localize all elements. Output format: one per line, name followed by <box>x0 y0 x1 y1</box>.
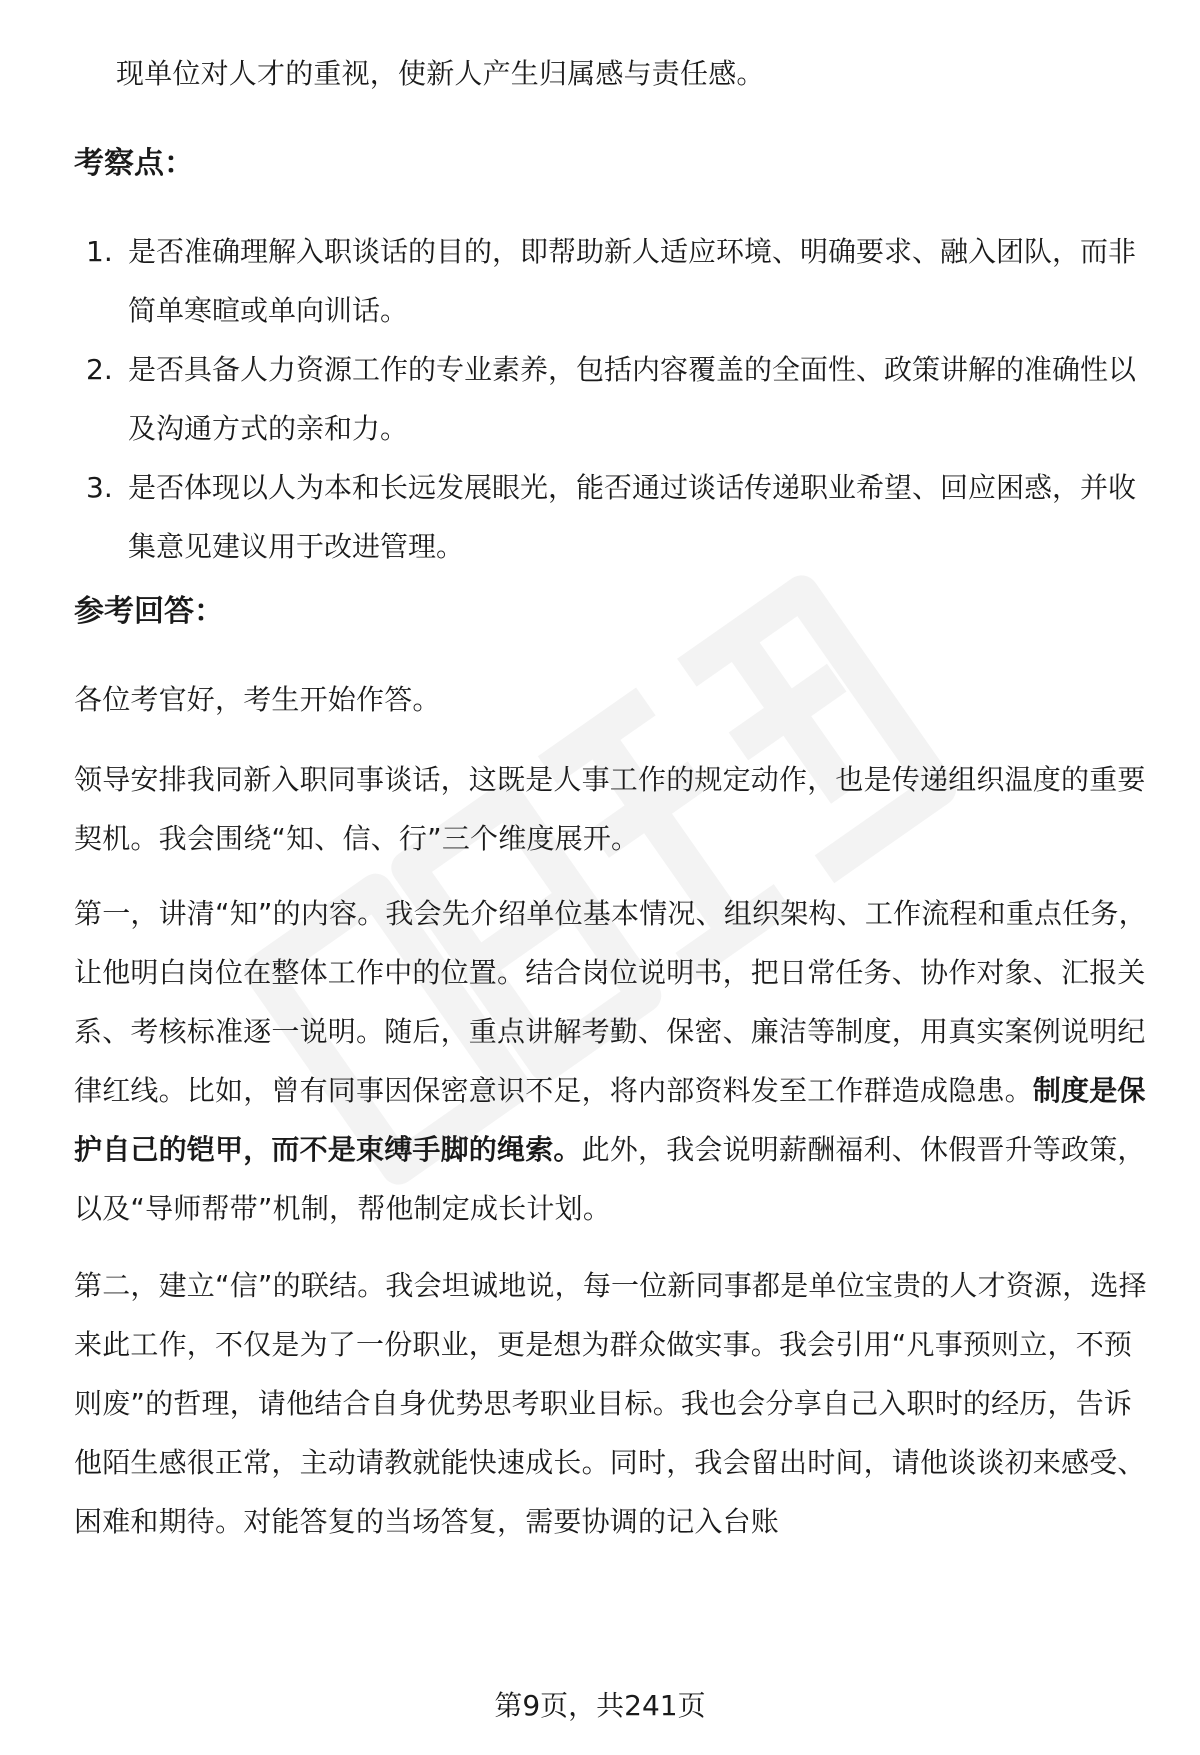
list-item-text: 是否具备人力资源工作的专业素养，包括内容覆盖的全面性、政策讲解的准确性以及沟通方式的亲和力。 <box>128 353 1137 445</box>
list-item-number: 1. <box>86 235 113 268</box>
section-heading-reference-answer: 参考回答： <box>74 594 224 629</box>
exam-points-list <box>74 222 1154 576</box>
list-item-number: 2. <box>86 353 113 386</box>
intro-paragraph: 领导安排我同新入职同事谈话，这既是人事工作的规定动作，也是传递组织温度的重要契机。我会围绕“知、信、行”三个维度展开。 <box>74 763 1146 855</box>
list-item-text: 是否体现以人为本和长远发展眼光，能否通过谈话传递职业希望、回应困惑，并收集意见建议用于改进管理。 <box>128 471 1137 563</box>
point-one-text: 第一，讲清“知”的内容。我会先介绍单位基本情况、组织架构、工作流程和重点任务，让他明白岗位在整体工作中的位置。结合岗位说明书，把日常任务、协作对象、汇报关系、考核标准逐一说明。随后，重点讲解考勤、保密、廉洁等制度，用真实案例说明纪律红线。比如，曾有同事因保密意识不足，将内部资料发至工作群造成隐患。 <box>74 897 1147 1107</box>
point-two-paragraph: 第二，建立“信”的联结。我会坦诚地说，每一位新同事都是单位宝贵的人才资源，选择来此工作，不仅是为了一份职业，更是想为群众做实事。我会引用“凡事预则立，不预则废”的哲理，请他结合自身优势思考职业目标。我也会分享自己入职时的经历，告诉他陌生感很正常，主动请教就能快速成长。同时，我会留出时间，请他谈谈初来感受、困难和期待。对能答复的当场答复，需要协调的记入台账 <box>74 1269 1147 1538</box>
list-item <box>74 458 1154 576</box>
point-one-paragraph <box>74 884 1154 1238</box>
section-heading-exam-points: 考察点： <box>74 146 194 181</box>
list-item-number: 3. <box>86 471 113 504</box>
greeting-paragraph: 各位考官好，考生开始作答。 <box>74 683 441 716</box>
list-item <box>74 222 1154 340</box>
point-one-text-continued: 此外，我会说明薪酬福利、休假晋升等政策，以及“导师帮带”机制，帮他制定成长计划。 <box>74 1133 1146 1225</box>
point-one-emphasis: 制度是保护自己的铠甲，而不是束缚手脚的绳索。 <box>74 1074 1146 1166</box>
list-item <box>74 340 1154 458</box>
list-item-text: 是否准确理解入职谈话的目的，即帮助新人适应环境、明确要求、融入团队，而非简单寒暄或单向训话。 <box>128 235 1137 327</box>
top-line: 现单位对人才的重视，使新人产生归属感与责任感。 <box>116 57 765 90</box>
page-number-footer: 第9页，共241页 <box>494 1689 706 1722</box>
